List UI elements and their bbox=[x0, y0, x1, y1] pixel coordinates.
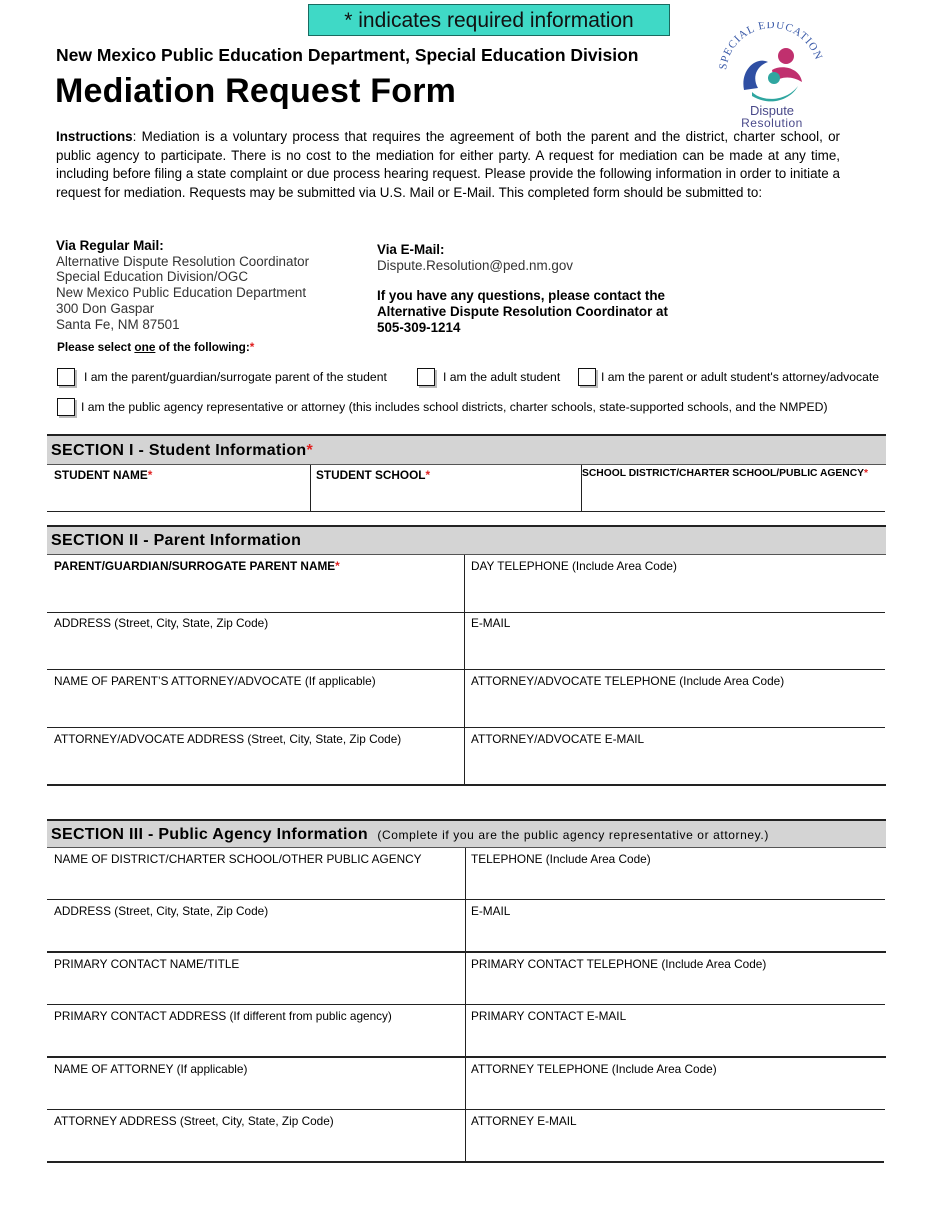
email-address[interactable]: Dispute.Resolution@ped.nm.gov bbox=[377, 257, 573, 273]
parent-attorney-address-label: ATTORNEY/ADVOCATE ADDRESS (Street, City, State, Zip Code) bbox=[54, 732, 402, 746]
checkbox-adult-student[interactable] bbox=[417, 368, 435, 386]
divider bbox=[47, 669, 885, 670]
section2-header bbox=[47, 525, 886, 555]
section1-header bbox=[47, 434, 886, 465]
questions-line: If you have any questions, please contact the bbox=[377, 288, 665, 304]
divider bbox=[47, 511, 885, 512]
select-prefix: Please select bbox=[57, 340, 135, 354]
required-star: * bbox=[249, 340, 255, 354]
school-district-input[interactable] bbox=[582, 465, 885, 511]
parent-name-text: PARENT/GUARDIAN/SURROGATE PARENT NAME bbox=[54, 559, 336, 573]
questions-rest: Dispute Resolution Coordinator at bbox=[446, 304, 668, 320]
select-underlined: one bbox=[134, 340, 156, 354]
option-public-agency-label: I am the public agency representative or attorney (this includes school districts, charter schools, state-supported schools, and the NMPED) bbox=[81, 400, 828, 414]
mail-line: New Mexico Public Education Department bbox=[56, 285, 307, 301]
agency-address-label: ADDRESS (Street, City, State, Zip Code) bbox=[54, 904, 269, 918]
department-name: New Mexico Public Education Department, Special Education Division bbox=[56, 45, 639, 65]
select-suffix: of the following: bbox=[155, 340, 250, 354]
mail-line: Special Education Division/OGC bbox=[56, 269, 249, 285]
section3-header bbox=[47, 819, 886, 848]
required-star: * bbox=[864, 468, 869, 479]
divider bbox=[47, 951, 886, 953]
email-heading: Via E-Mail: bbox=[377, 242, 445, 257]
mail-line: 300 Don Gaspar bbox=[56, 300, 155, 316]
coordinator-phone: 505-309-1214 bbox=[377, 319, 461, 335]
section3-title: SECTION III - Public Agency Information bbox=[51, 826, 368, 843]
required-info-banner: * indicates required information bbox=[308, 4, 670, 36]
agency-attorney-address-label: ATTORNEY ADDRESS (Street, City, State, Zip Code) bbox=[54, 1114, 334, 1128]
option-parent-guardian-label: I am the parent/guardian/surrogate parent of the student bbox=[84, 370, 387, 384]
select-one-label bbox=[57, 340, 254, 354]
parent-name-label bbox=[54, 559, 340, 573]
agency-telephone-label: TELEPHONE (Include Area Code) bbox=[471, 852, 651, 866]
primary-contact-telephone-label: PRIMARY CONTACT TELEPHONE (Include Area Code) bbox=[471, 957, 767, 971]
agency-attorney-telephone-label: ATTORNEY TELEPHONE (Include Area Code) bbox=[471, 1062, 717, 1076]
divider bbox=[47, 784, 886, 786]
parent-attorney-email-label: ATTORNEY/ADVOCATE E-MAIL bbox=[471, 732, 645, 746]
student-name-text: STUDENT NAME bbox=[54, 468, 148, 482]
required-star: * bbox=[425, 468, 431, 482]
mail-address-block bbox=[56, 238, 309, 332]
primary-contact-name-label: PRIMARY CONTACT NAME/TITLE bbox=[54, 957, 240, 971]
parent-email-label: E-MAIL bbox=[471, 616, 511, 630]
option-adult-student-label: I am the adult student bbox=[443, 370, 561, 384]
divider bbox=[47, 1004, 885, 1005]
agency-email-label: E-MAIL bbox=[471, 904, 511, 918]
section3-note: (Complete if you are the public agency representative or attorney.) bbox=[377, 828, 769, 842]
mail-line: Alternative Dispute Resolution Coordinator bbox=[56, 253, 310, 269]
parent-address-label: ADDRESS (Street, City, State, Zip Code) bbox=[54, 616, 269, 630]
parent-attorney-telephone-label: ATTORNEY/ADVOCATE TELEPHONE (Include Area Code) bbox=[471, 674, 785, 688]
dispute-resolution-logo bbox=[712, 22, 832, 130]
school-district-text: SCHOOL DISTRICT/CHARTER SCHOOL/PUBLIC AGENCY bbox=[582, 468, 865, 479]
logo-arc-text: SPECIAL EDUCATION bbox=[717, 22, 825, 71]
checkbox-parent-guardian[interactable] bbox=[57, 368, 75, 386]
logo-line2: Resolution bbox=[741, 116, 803, 130]
checkbox-public-agency[interactable] bbox=[57, 398, 75, 416]
mail-heading: Via Regular Mail: bbox=[56, 238, 164, 253]
logo-line1: Dispute bbox=[749, 103, 795, 118]
page-title: Mediation Request Form bbox=[55, 72, 457, 110]
section1-title: SECTION I - Student Information bbox=[51, 442, 307, 459]
divider bbox=[47, 1109, 885, 1110]
instructions-paragraph bbox=[56, 128, 840, 202]
option-attorney-advocate-label: I am the parent or adult student's attorney/advocate bbox=[601, 370, 880, 384]
divider bbox=[464, 555, 465, 785]
section2-title: SECTION II - Parent Information bbox=[51, 532, 302, 549]
instructions-text: : Mediation is a voluntary process that requires the agreement of both the parent and the district, charter school, or public agency to participate. There is no cost to the mediation for either party. A request for mediation can be made at any time, including before filing a state complaint or due process hearing request. Please provide the following information in order to initiate a request for mediation. Requests may be submitted via U.S. Mail or E-Mail. This completed form should be submitted to: bbox=[56, 129, 840, 200]
instructions-label: Instructions bbox=[56, 129, 133, 144]
primary-contact-email-label: PRIMARY CONTACT E-MAIL bbox=[471, 1009, 627, 1023]
agency-attorney-email-label: ATTORNEY E-MAIL bbox=[471, 1114, 577, 1128]
student-school-input[interactable] bbox=[311, 465, 581, 511]
required-star: * bbox=[147, 468, 153, 482]
student-school-text: STUDENT SCHOOL bbox=[316, 468, 426, 482]
student-name-input[interactable] bbox=[47, 465, 310, 511]
divider bbox=[47, 1161, 884, 1163]
divider bbox=[47, 1056, 886, 1058]
parent-attorney-name-label: NAME OF PARENT’S ATTORNEY/ADVOCATE (If applicable) bbox=[54, 674, 376, 688]
questions-alt: Alternative bbox=[377, 304, 447, 320]
checkbox-attorney-advocate[interactable] bbox=[578, 368, 596, 386]
divider bbox=[47, 727, 885, 728]
mail-line: Santa Fe, NM 87501 bbox=[56, 316, 180, 332]
svg-text:SPECIAL EDUCATION bbox=[717, 22, 824, 70]
agency-attorney-name-label: NAME OF ATTORNEY (If applicable) bbox=[54, 1062, 248, 1076]
required-star: * bbox=[335, 559, 340, 573]
email-contact-block bbox=[377, 242, 668, 336]
divider bbox=[47, 612, 885, 613]
day-telephone-label: DAY TELEPHONE (Include Area Code) bbox=[471, 559, 677, 573]
divider bbox=[47, 899, 885, 900]
required-star: * bbox=[306, 442, 314, 459]
agency-name-label: NAME OF DISTRICT/CHARTER SCHOOL/OTHER PUBLIC AGENCY bbox=[54, 852, 422, 866]
primary-contact-address-label: PRIMARY CONTACT ADDRESS (If different from public agency) bbox=[54, 1009, 392, 1023]
